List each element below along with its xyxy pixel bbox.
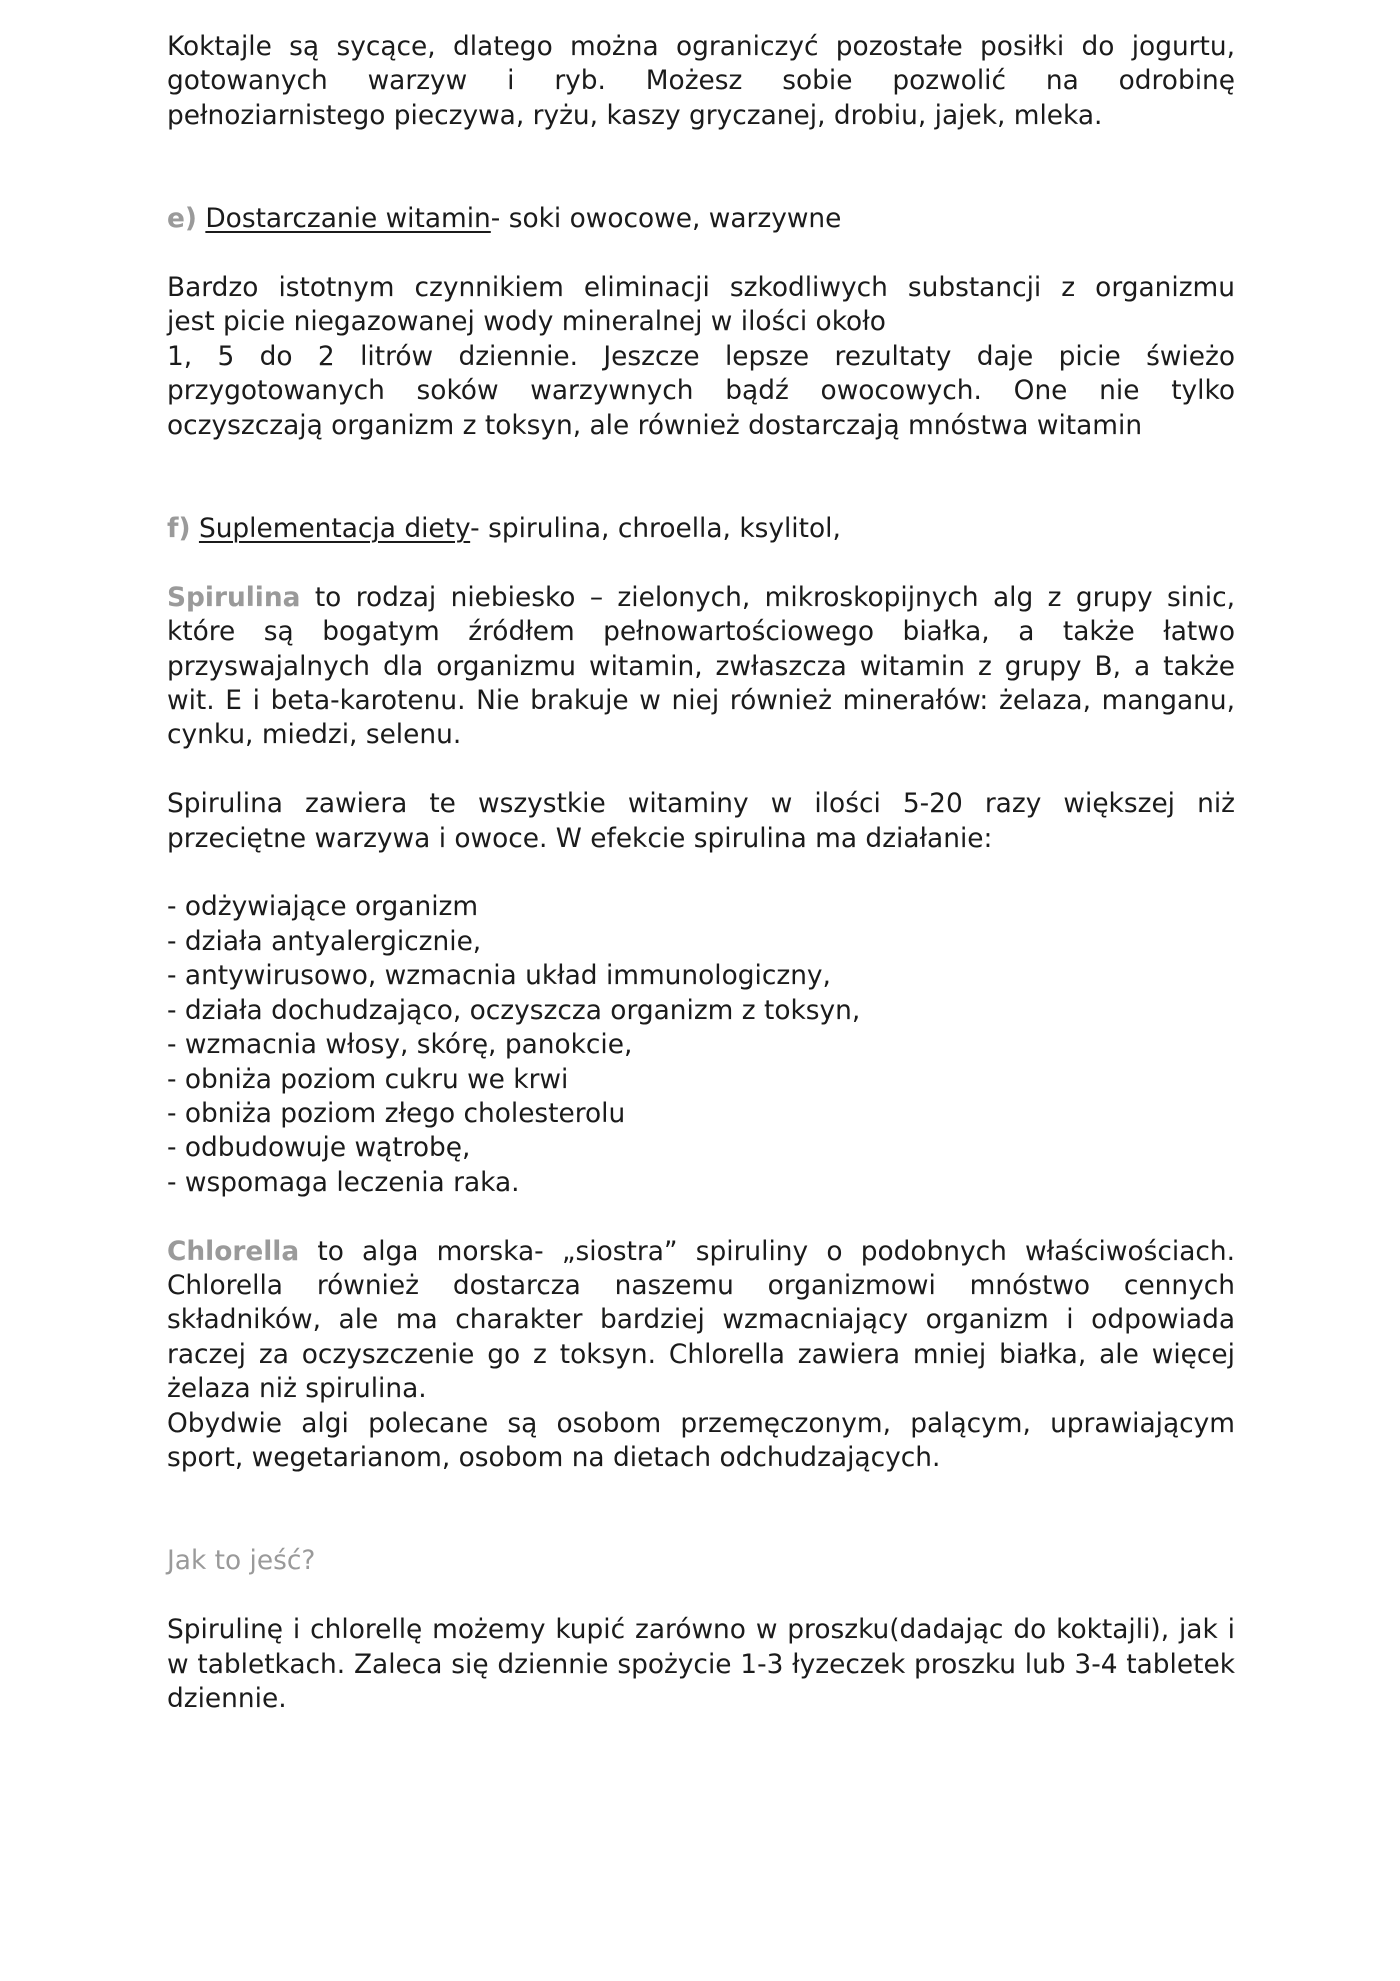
section-e-line-2: jest picie niegazowanej wody mineralnej w ilości około	[167, 306, 886, 338]
list-item: - wspomaga leczenia raka.	[167, 1166, 520, 1198]
intro-line-3: pełnoziarnistego pieczywa, ryżu, kaszy gryczanej, drobiu, jajek, mleka.	[167, 99, 1103, 131]
list-item: - działa dochudzająco, oczyszcza organizm z toksyn,	[167, 994, 861, 1026]
section-f-title-suffix: - spirulina, chroella, ksylitol,	[470, 513, 841, 545]
section-e-paragraph	[167, 271, 1235, 443]
chlorella-paragraph-1-text: to alga morska- „siostra” spiruliny o podobnych właściwościach. Chlorella również dostarcza naszemu organizmowi mnóstwo cennych składników, ale ma charakter bardziej wzmacniający organizm i odpowiada raczej za oczyszczenie go z toksyn. Chlorella zawiera mniej białka, ale więcej żelaza niż spirulina.	[167, 1235, 1235, 1405]
section-f-marker: f)	[167, 513, 191, 545]
section-f-title: Suplementacja diety	[198, 513, 471, 545]
section-e-line-4: przygotowanych soków warzywnych bądź owocowych. One nie tylko	[167, 375, 1235, 407]
section-e-line-1: Bardzo istotnym czynnikiem eliminacji szkodliwych substancji z organizmu	[167, 272, 1235, 304]
spirulina-paragraph-1	[167, 581, 1235, 753]
intro-line-2: gotowanych warzyw i ryb. Możesz sobie pozwolić na odrobinę	[167, 65, 1235, 97]
section-e-marker: e)	[167, 203, 197, 235]
chlorella-paragraph-1	[167, 1235, 1235, 1407]
section-e-heading	[167, 202, 1235, 236]
list-item: - odżywiające organizm	[167, 891, 479, 923]
chlorella-term: Chlorella	[167, 1235, 300, 1267]
section-f-heading	[167, 512, 1235, 546]
intro-paragraph	[167, 30, 1235, 133]
section-e-title: Dostarczanie witamin	[205, 203, 491, 235]
list-item: - obniża poziom złego cholesterolu	[167, 1097, 626, 1129]
document-page	[167, 30, 1235, 1716]
spirulina-term: Spirulina	[167, 581, 301, 613]
spirulina-paragraph-1-text: to rodzaj niebiesko – zielonych, mikroskopijnych alg z grupy sinic, które są bogatym źródłem pełnowartościowego białka, a także łatwo przyswajalnych dla organizmu witamin, zwłaszcza witamin z grupy B, a także wit. E i beta-karotenu. Nie brakuje w niej również minerałów: żelaza, manganu, cynku, miedzi, selenu.	[167, 581, 1235, 751]
list-item: - wzmacnia włosy, skórę, panokcie,	[167, 1029, 633, 1061]
list-item: - działa antyalergicznie,	[167, 925, 482, 957]
spirulina-effects-list	[167, 890, 1235, 1200]
section-e-line-5: oczyszczają organizm z toksyn, ale również dostarczają mnóstwa witamin	[167, 409, 1143, 441]
section-e-line-3: 1, 5 do 2 litrów dziennie. Jeszcze lepsze rezultaty daje picie świeżo	[167, 340, 1235, 372]
how-to-eat-heading: Jak to jeść?	[167, 1545, 316, 1577]
intro-line-1: Koktajle są sycące, dlatego można ograniczyć pozostałe posiłki do jogurtu,	[167, 31, 1235, 62]
how-to-eat-paragraph: Spirulinę i chlorellę możemy kupić zarówno w proszku(dadając do koktajli), jak i w tabletkach. Zaleca się dziennie spożycie 1-3 łyzeczek proszku lub 3-4 tabletek dziennie.	[167, 1614, 1235, 1714]
spirulina-paragraph-2: Spirulina zawiera te wszystkie witaminy w ilości 5-20 razy większej niż przeciętne warzywa i owoce. W efekcie spirulina ma działanie:	[167, 788, 1235, 854]
list-item: - antywirusowo, wzmacnia układ immunologiczny,	[167, 960, 831, 992]
chlorella-paragraph-2: Obydwie algi polecane są osobom przemęczonym, palącym, uprawiającym sport, wegetarianom, osobom na dietach odchudzających.	[167, 1407, 1235, 1473]
section-e-title-suffix: - soki owocowe, warzywne	[490, 203, 842, 235]
list-item: - odbudowuje wątrobę,	[167, 1132, 471, 1164]
list-item: - obniża poziom cukru we krwi	[167, 1063, 569, 1095]
